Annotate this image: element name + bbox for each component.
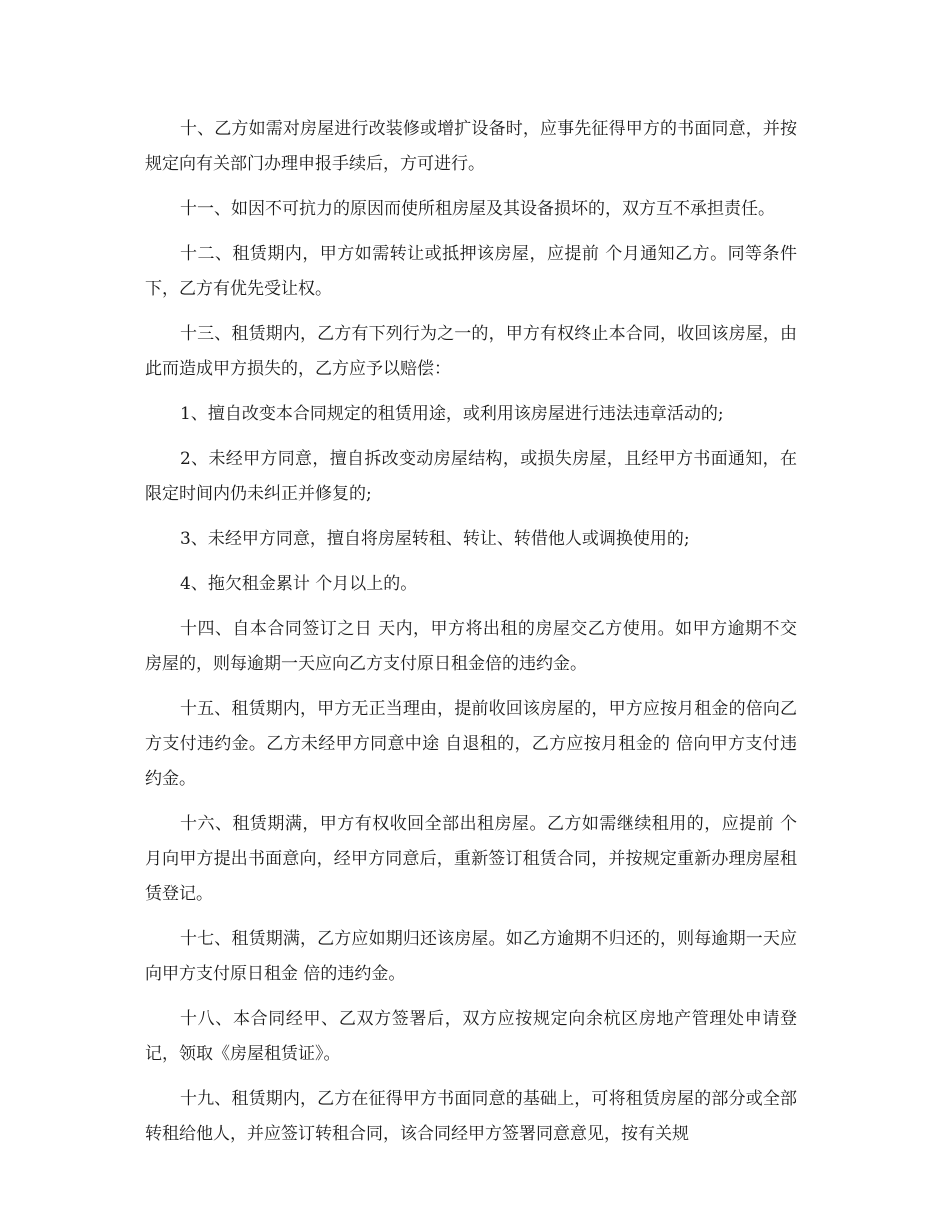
clause-14: 十四、自本合同签订之日 天内，甲方将出租的房屋交乙方使用。如甲方逾期不交房屋的，则每逾期一天应向乙方支付原日租金倍的违约金。 [145,619,797,674]
clause-16: 十六、租赁期满，甲方有权收回全部出租房屋。乙方如需继续租用的，应提前 个月向甲方提出书面意向，经甲方同意后，重新签订租赁合同，并按规定重新办理房屋租赁登记。 [145,814,797,904]
clause-13-item-4: 4、拖欠租金累计 个月以上的。 [180,574,418,594]
clause-11: 十一、如因不可抗力的原因而使所租房屋及其设备损坏的，双方互不承担责任。 [180,199,775,219]
clause-12: 十二、租赁期内，甲方如需转让或抵押该房屋，应提前 个月通知乙方。同等条件下，乙方有优先受让权。 [145,244,797,299]
clause-17: 十七、租赁期满，乙方应如期归还该房屋。如乙方逾期不归还的，则每逾期一天应向甲方支付原日租金 倍的违约金。 [145,929,797,984]
clause-10: 十、乙方如需对房屋进行改装修或增扩设备时，应事先征得甲方的书面同意，并按规定向有关部门办理申报手续后，方可进行。 [145,119,797,174]
clause-13: 十三、租赁期内，乙方有下列行为之一的，甲方有权终止本合同，收回该房屋，由此而造成甲方损失的，乙方应予以赔偿： [145,324,797,379]
clause-18: 十八、本合同经甲、乙双方签署后，双方应按规定向余杭区房地产管理处申请登记，领取《房屋租赁证》。 [145,1009,797,1064]
clause-19: 十九、租赁期内，乙方在征得甲方书面同意的基础上，可将租赁房屋的部分或全部转租给他人，并应签订转租合同，该合同经甲方签署同意意见，按有关规 [145,1089,797,1144]
clause-15: 十五、租赁期内，甲方无正当理由，提前收回该房屋的，甲方应按月租金的倍向乙方支付违约金。乙方未经甲方同意中途 自退租的，乙方应按月租金的 倍向甲方支付违约金。 [145,699,797,789]
document-body [145,112,797,1162]
clause-13-item-3: 3、未经甲方同意，擅自将房屋转租、转让、转借他人或调换使用的; [180,529,690,549]
clause-13-item-1: 1、擅自改变本合同规定的租赁用途，或利用该房屋进行违法违章活动的; [180,404,724,424]
clause-13-item-2: 2、未经甲方同意，擅自拆改变动房屋结构，或损失房屋，且经甲方书面通知，在限定时间内仍未纠正并修复的; [145,449,797,504]
